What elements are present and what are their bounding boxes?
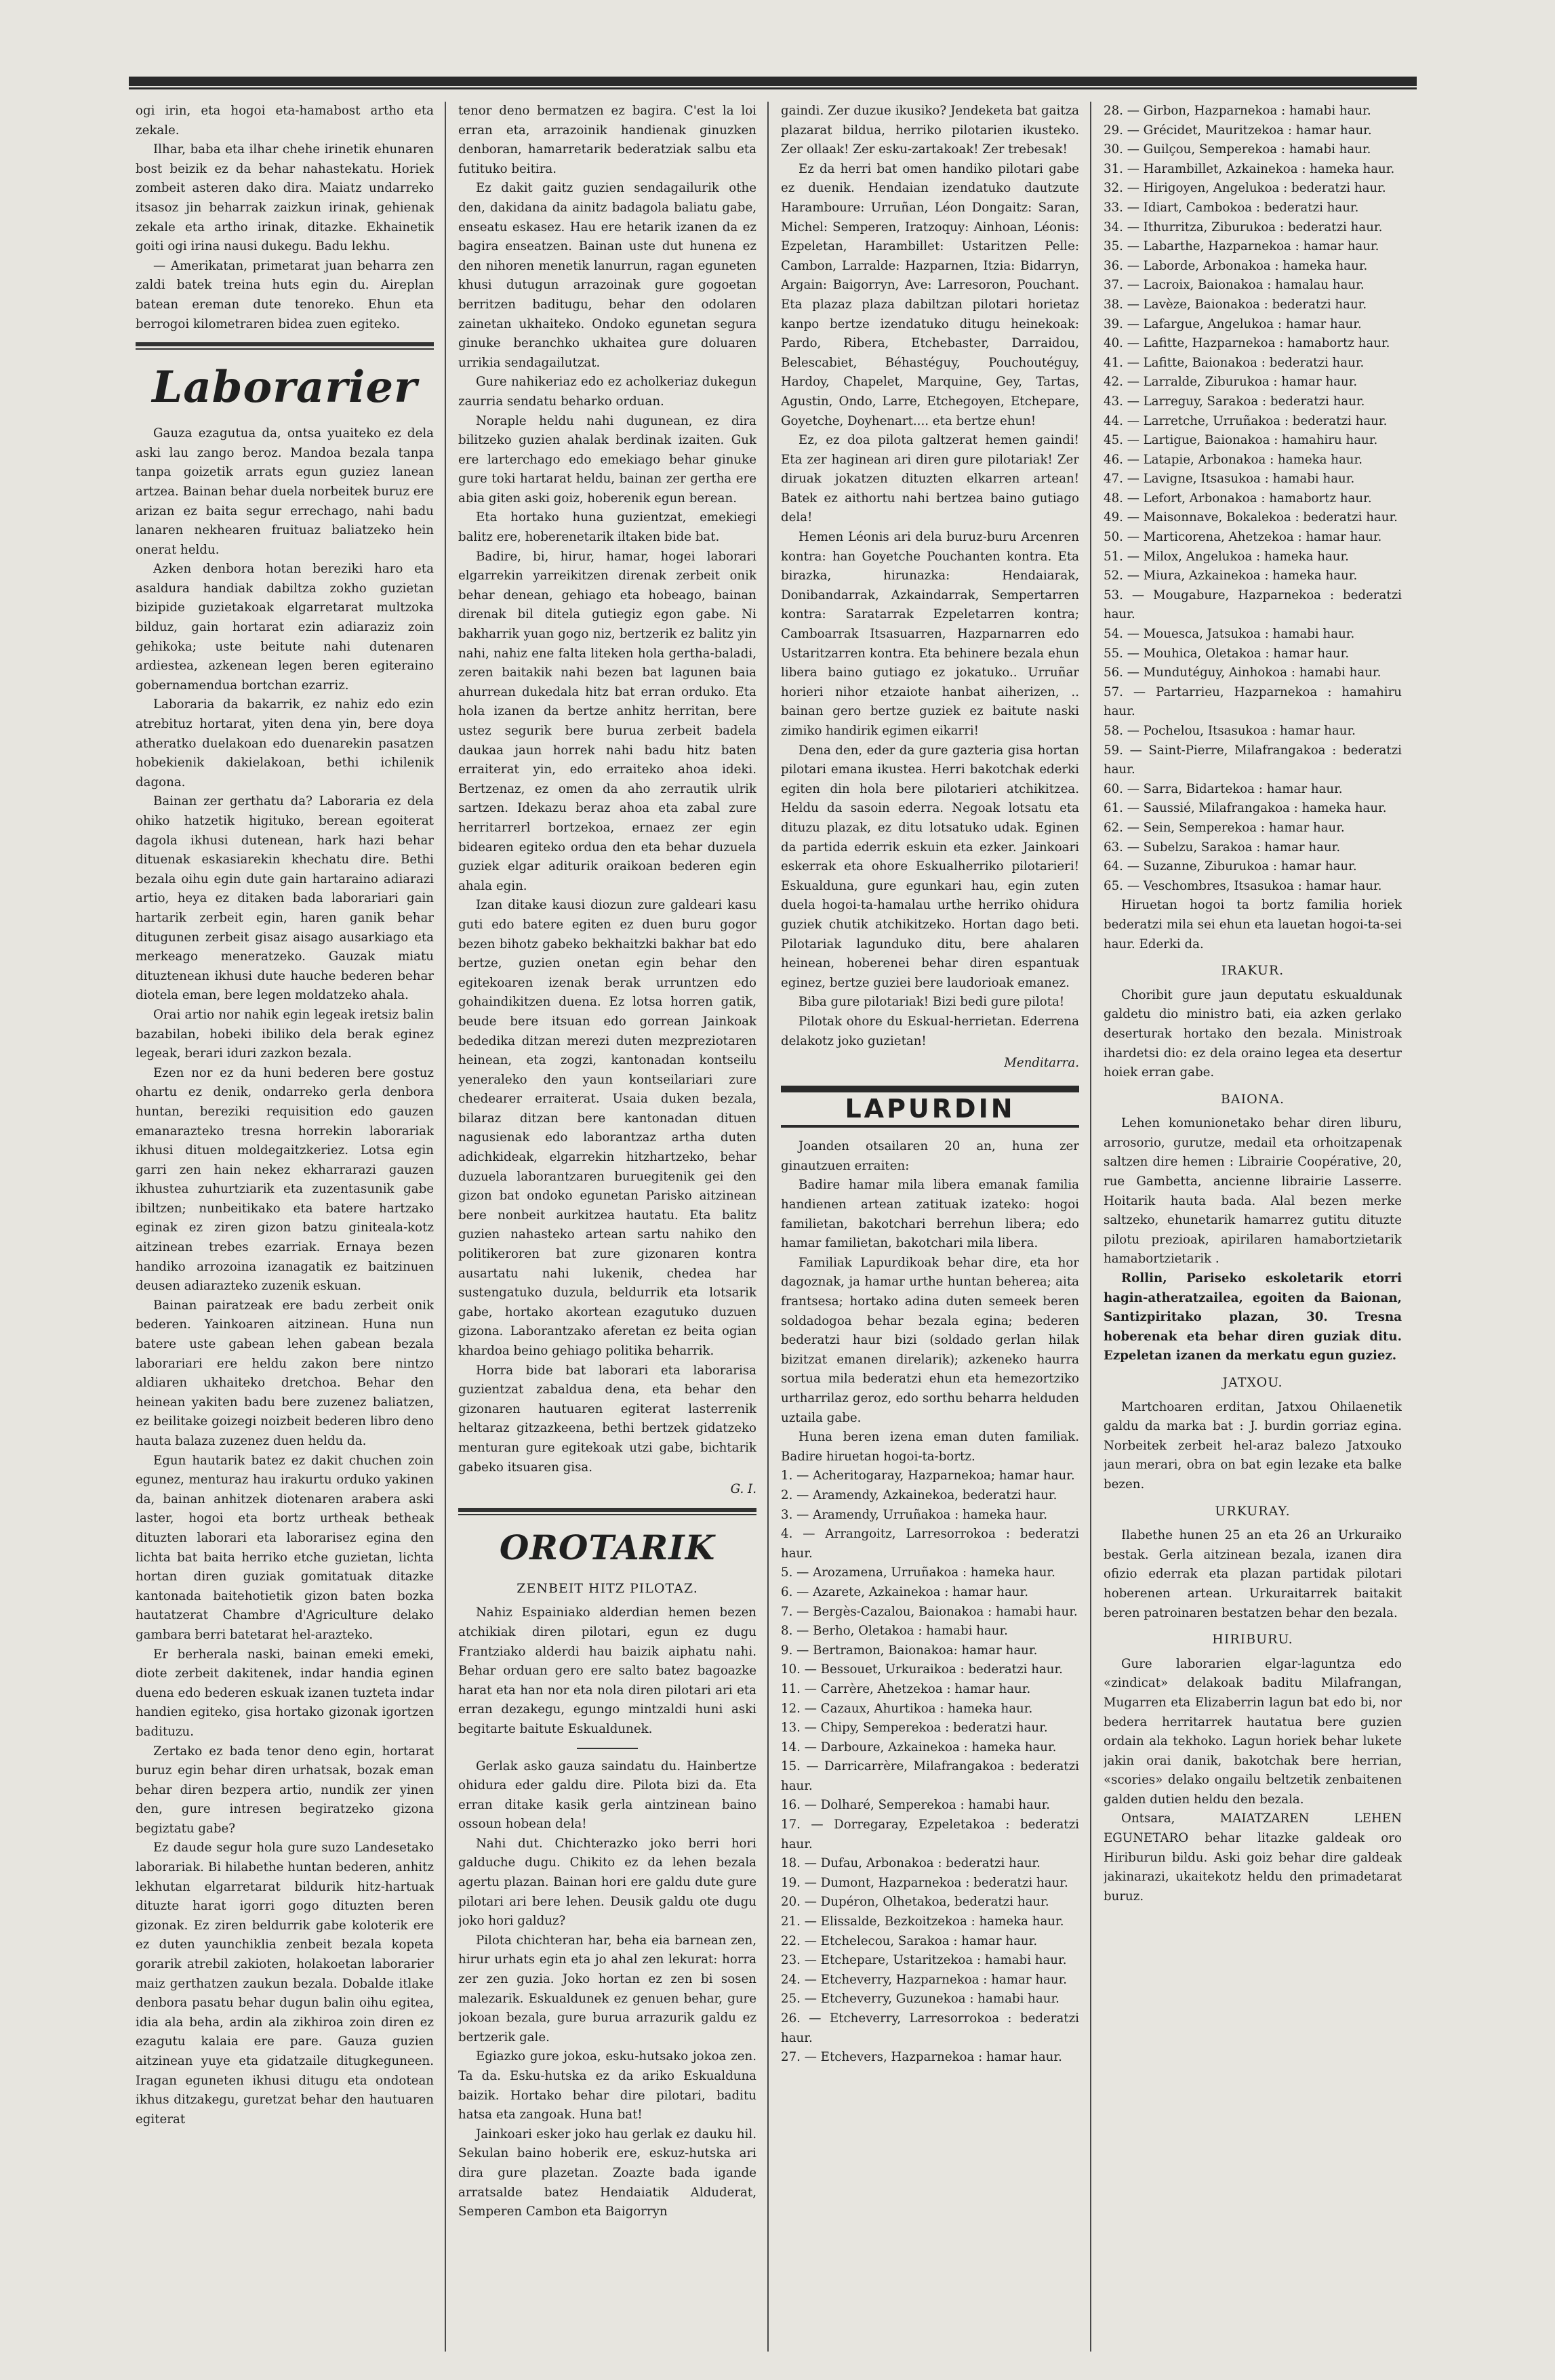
list-item: 38. — Lavèze, Baionakoa : bederatzi haur. (1104, 297, 1367, 312)
paragraph: Gure laborarien elgar-laguntza edo «zindicat» delakoak baditu Milafrangan, Mugarren eta Elizaberrin lagun bat edo bi, nor bedera herritarrek hautatua bere guzien ordain ala tekhoko. Lagun horiek behar lukete jakin orai danik, bakotchak bere herrian, «scories» delako ongailu beltzetik zenbaitenen galden dutien heldu den bezala. (1104, 1656, 1402, 1807)
list-item: 22. — Etchelecou, Sarakoa : hamar haur. (781, 1933, 1038, 1948)
paragraph: tenor deno bermatzen ez bagira. C'est la loi erran eta, arrazoinik handienak ginuzken denboran, hamarretarik bederatziak salbu eta futituko beitira. (458, 104, 756, 176)
list-item: 44. — Larretche, Urruñakoa : bederatzi haur. (1104, 413, 1388, 428)
paragraph: Laboraria da bakarrik, ez nahiz edo ezin atrebituz hortarat, yiten dena yin, bere doya atheratko duelakoan edo duenarekin pasatzen hobekienik dakielakoan, bethi ichilenik dagona. (136, 697, 434, 789)
masthead-rule (129, 77, 1417, 86)
list-item: 47. — Lavigne, Itsasukoa : hamabi haur. (1104, 472, 1355, 487)
paragraph: Ez daude segur hola gure suzo Landesetako laborariak. Bi hilabethe huntan bederen, anhitz lekhutan elgarretarat bildurik hitz-hartuak dituzte harat igorri gogo dituzten beren gizonak. Ez ziren beldurrik gabe koloterik ere ez duten yaunchiklia zenbeit bezala kopeta gorarik atrebil zakioten, holakoetan laborarier maiz gerthatzen zaukun bezala. Dobalde itlake denbora pasatu behar dugun balin oihu egitea, idia ala beha, ardin ala zikhiroa zoin diren ez ezagutu kalaia ere pare. Gauza guzien aitzinean yuye eta gidatzaile ditugkeguneen. Iragan eguneten ikhusi ditugu eta ondotean ikhus ditzakegu, guretzat behar den hautuaren egiterat (136, 1841, 434, 2127)
paragraph: Badire, bi, hirur, hamar, hogei laborari elgarrekin yarreikitzen direnak zerbeit onik behar denean, gehiago eta hobeago, bainan direnak bil ditela gutiegiz egon gabe. Ni bakharrik yuan gogo niz, bertzerik ez balitz yin nahi, nahiz ene falta liteken hola gertha-baladi, zeren baitakik nahi bezen bat lagunen baia ahurrean dukedala hitz bat erran orduko. Eta hola izanen da bertze anhitz herritan, bere ustez segurik bere burua zerbeit badela daukaa jaun horrek nahi badu hitz baten erraiterat yin, edo erraiteko ahoa ideki. Bertzenaz, ez omen da aho zerrautik ulrik sartzen. Idekazu beraz ahoa eta zabal zure herritarrerl bortzekoa, ernaez zer egin bidearen egiteko ordua den eta behar duzuela guziek elgar aditurik oraikoan bederen egin ahala egin. (458, 549, 756, 893)
paragraph: Gure nahikeriaz edo ez acholkeriaz dukegun zaurria sendatu beharko orduan. (458, 375, 756, 409)
paragraph: Izan ditake kausi diozun zure galdeari kasu guti edo batere egiten ez duen buru gogor bezen bihotz gabeko bekhaitzki bakhar bat edo bertze, guzien onetan egin behar den egitekoaren izenak berak urruntzen edo gohaindikitzen duena. Ez lotsa horren gatik, beude bere itsuan edo gorrean Jainkoak bededika ditzan merezi duten mezpreziotaren heinean, eta zogzi, kantonadan kontseilu yeneraleko den yaun kontseilariari zure chedearer erraiterat. Usaia duken bezala, bilaraz ditzan bere kantonadan dituen nagusienak edo laborantzaz artha duten adichkideak, elgarrekin hitzhartzeko, behar duzuela laborantzaren buruegitenik gei den gizon bat ondoko egunetan Parisko aitzinean bere nonbeit aurkitzea hautatu. Eta balitz guzien nahasteko artean sartu nahiko den politikeroren bat zure gizonaren kontra ausartatu nahi lukenik, chedea har sustengatuko duzula, beldurrik eta lotsarik gabe, hortako akortean ezagutuko duzuen gizona. Laborantzako aferetan ez beita ogian khardoa beino gehiago politika beharrik. (458, 898, 756, 1358)
section-title-lapurdin: LAPURDIN (781, 1086, 1079, 1128)
list-item: 43. — Larreguy, Sarakoa : bederatzi haur. (1104, 394, 1365, 409)
paragraph: Ontsara, MAIATZAREN LEHEN EGUNETARO behar litazke galdeak oro Hiriburun bildu. Aski goiz behar dire galdeak jakinarazi, ukaitekotz heldu den primadetarat buruz. (1104, 1811, 1402, 1904)
section-rule (458, 1514, 756, 1515)
paragraph: Familiak Lapurdikoak behar dire, eta hor dagoznak, ja hamar urthe huntan beherea; aita frantsesa; hortako adina duten semeek beren soldadogoa behar bezala egina; bederen bederatzi haur bizi (soldado gerlan hilak bizitzat emanen direlarik); azkeneko haurra sortua mila bederatzi ehun eta hemezortziko urtharrilaz geroz, edo sorthu beharra helduden uztaila gabe. (781, 1255, 1079, 1425)
list-item: 20. — Dupéron, Olhetakoa, bederatzi haur. (781, 1895, 1049, 1910)
paragraph: Nahi dut. Chichterazko joko berri hori galduche dugu. Chikito ez da lehen bezala agertu plazan. Bainan hori ere galdu dute gure pilotari ari bere lehen. Deusik galdu ote dugu joko hori galduz? (458, 1836, 756, 1929)
paragraph: Hemen Léonis ari dela buruz-buru Arcenren kontra: han Goyetche Pouchanten kontra. Eta birazka, hirunazka: Hendaiarak, Donibandarrak, Azkaindarrak, Sempertarren kontra: Saratarrak Ezpeletarren kontra; Camboarrak Itsasuarren, Hazparnarren edo Ustaritzarren kontra. Eta behinere bezala ehun libera baino gutiago ez jokatuko.. Urruñar horieri nihor etzaiote hanbat aiherizen, .. bainan gero bertze guziek ez baitute naski zimiko handirik egimen eikarri! (781, 530, 1079, 738)
list-item: 31. — Harambillet, Azkainekoa : hameka haur. (1104, 161, 1395, 176)
column-4 (1104, 102, 1402, 2352)
paragraph: Ilabethe hunen 25 an eta 26 an Urkuraiko bestak. Gerla aitzinean bezala, izanen dira ofizio ederrak eta plazan partidak pilotari hoberenen artean. Urkuraitarrek baitakit beren patroinaren bestatzen behar den bezala. (1104, 1528, 1402, 1620)
paragraph: Huna beren izena eman duten familiak. Badire hiruetan hogoi-ta-bortz. (781, 1430, 1079, 1464)
list-item: 57. — Partarrieu, Hazparnekoa : hamahiru haur. (1104, 684, 1402, 719)
list-item: 51. — Milox, Angelukoa : hameka haur. (1104, 549, 1349, 564)
list-item: 41. — Lafitte, Baionakoa : bederatzi haur. (1104, 355, 1365, 370)
list-item: 25. — Etcheverry, Guzunekoa : hamabi haur. (781, 1992, 1059, 2007)
column-divider (1090, 102, 1091, 2352)
paragraph: Gerlak asko gauza saindatu du. Hainbertze ohidura eder galdu dire. Pilota bizi da. Eta erran ditake kasik gerla aintzinean baino ossoun hobean dela! (458, 1759, 756, 1832)
list-item: 42. — Larralde, Ziburukoa : hamar haur. (1104, 375, 1358, 390)
paragraph: Noraple heldu nahi dugunean, ez dira bilitzeko guzien ahalak berdinak izaiten. Guk ere larterchago edo emekiago behar ginuke gure toki hartarat heldu, bainan zer gertha ere abia giten aski goiz, hoberenik egun berean. (458, 413, 756, 506)
list-item: 19. — Dumont, Hazparnekoa : bederatzi haur. (781, 1875, 1068, 1890)
list-item: 5. — Arozamena, Urruñakoa : hameka haur. (781, 1565, 1055, 1580)
heading-baiona: BAIONA. (1220, 1091, 1285, 1107)
list-item: 36. — Laborde, Arbonakoa : hameka haur. (1104, 258, 1368, 273)
family-list (781, 1466, 1079, 2067)
list-item: 54. — Mouesca, Jatsukoa : hamabi haur. (1104, 627, 1355, 642)
paragraph: Choribit gure jaun deputatu eskualdunak galdetu dio ministro bati, eia azken gerlako deserturak hortako den bezala. Ministroak ihardetsi dio: ez dela oraino legea eta desertur hoiek erran gabe. (1104, 987, 1402, 1080)
column-2 (458, 102, 756, 2352)
list-item: 33. — Idiart, Cambokoa : bederatzi haur. (1104, 200, 1359, 215)
paragraph: Gauza ezagutua da, ontsa yuaiteko ez dela aski lau zango beroz. Mandoa bezala tanpa tanpa goizetik arrats egun guziez lanean artzea. Bainan behar duela norbeitek buruz ere arizan ez baita segur errechago, nahi badu lanaren nekhearen fruituaz baliatzeko hein onerat heldu. (136, 426, 434, 557)
list-item: 11. — Carrère, Ahetzekoa : hamar haur. (781, 1681, 1031, 1696)
paragraph: Zertako ez bada tenor deno egin, hortarat buruz egin behar diren urhatsak, bozak eman behar diren bezpera artio, nundik zer yinen den, gure intresen begiratzeko gizona begiztatu gabe? (136, 1744, 434, 1836)
list-item: 15. — Darricarrère, Milafrangakoa : bederatzi haur. (781, 1759, 1079, 1793)
list-item: 21. — Elissalde, Bezkoitzekoa : hameka haur. (781, 1914, 1064, 1929)
paragraph: Rollin, Pariseko eskoletarik etorri hagin-atheratzailea, egoiten da Baionan, Santizpiritako plazan, 30. Tresna hoberenak eta behar diren guziak ditu. Ezpeletan izanen da merkatu egun guziez. (1104, 1271, 1402, 1363)
heading-jatxou: JATXOU. (1222, 1375, 1283, 1390)
list-item: 35. — Labarthe, Hazparnekoa : hamar haur. (1104, 239, 1379, 254)
list-item: 65. — Veschombres, Itsasukoa : hamar haur. (1104, 878, 1382, 893)
list-item: 16. — Dolharé, Semperekoa : hamabi haur. (781, 1798, 1051, 1813)
heading-hiriburu: HIRIBURU. (1212, 1632, 1293, 1647)
list-item: 34. — Ithurritza, Ziburukoa : bederatzi haur. (1104, 220, 1383, 234)
section-rule (136, 342, 434, 346)
list-item: 14. — Darboure, Azkainekoa : hameka haur. (781, 1740, 1057, 1755)
list-item: 48. — Lefort, Arbonakoa : hamabortz haur. (1104, 491, 1372, 506)
list-item: 13. — Chipy, Semperekoa : bederatzi haur. (781, 1721, 1048, 1736)
list-item: 17. — Dorregaray, Ezpeletakoa : bederatzi haur. (781, 1818, 1079, 1851)
list-item: 58. — Pochelou, Itsasukoa : hamar haur. (1104, 724, 1356, 738)
list-item: 4. — Arrangoitz, Larresorrokoa : bederatzi haur. (781, 1527, 1079, 1561)
list-item: 63. — Subelzu, Sarakoa : hamar haur. (1104, 840, 1341, 855)
section-rule (458, 1508, 756, 1512)
paragraph: Eta hortako huna guzientzat, emekiegi balitz ere, hoberenetarik iltaken bide bat. (458, 510, 756, 545)
divider (577, 1748, 638, 1749)
paragraph: Horra bide bat laborari eta laborarisa guzientzat zabaldua dena, eta behar den gizonaren hautuaren egiterat lasterrenik heltaraz gitzazkeena, bethi bertzek gidatzeko menturan gure egitekoak utzi gabe, bichtarik gabeko itsuaren gisa. (458, 1363, 756, 1475)
list-item: 12. — Cazaux, Ahurtikoa : hameka haur. (781, 1701, 1033, 1716)
paragraph: Badire hamar mila libera emanak familia handienen artean zatituak izateko: hogoi familietan, bakotchari berrehun libera; edo hamar familietan, bakotchari mila libera. (781, 1178, 1079, 1251)
list-item: 60. — Sarra, Bidartekoa : hamar haur. (1104, 781, 1343, 796)
section-title-orotarik: OROTARIK (499, 1527, 716, 1567)
list-item: 9. — Bertramon, Baionakoa: hamar haur. (781, 1643, 1038, 1658)
heading-urkuray: URKURAY. (1215, 1503, 1291, 1519)
list-item: 26. — Etcheverry, Larresorrokoa : bederatzi haur. (781, 2011, 1079, 2045)
paragraph: gaindi. Zer duzue ikusiko? Jendeketa bat gaitza plazarat bildua, herriko pilotarien ikusteko. Zer ollaak! Zer esku-zartakoak! Zer trebesak! (781, 104, 1079, 157)
heading-irakur: IRAKUR. (1221, 963, 1285, 979)
list-item: 23. — Etchepare, Ustaritzekoa : hamabi haur. (781, 1953, 1067, 1968)
paragraph: Ez da herri bat omen handiko pilotari gabe ez duenik. Hendaian izendatuko dautzute Haramboure: Urruñan, Léon Dongaitz: Saran, Michel: Semperen, Iratzoquy: Ainhoan, Léonis: Ezpeletan, Harambillet: Ustaritzen Pelle: Cambon, Larralde: Hazparnen, Itzia: Bidarryn, Argain: Baigorryn, Ave: Larresoron, Pouchant. Eta plazaz plaza dabiltzan pilotari horietaz kanpo bertze izendatuko ditugu heinekoak: Pardo, Ribera, Etchebaster, Darraidou, Belescabiet, Béhastéguy, Pouchoutéguy, Hardoy, Chapelet, Marquine, Gey, Tartas, Agustin, Ondo, Larre, Etchegoyen, Etchepare, Goyetche, Doyhenart.... eta bertze ehun! (781, 161, 1079, 428)
paragraph: Bainan zer gerthatu da? Laboraria ez dela ohiko hatzetik higituko, berean egoiterat dagola ikhusi dutenean, hark hazi behar dituenak eskasiarekin khechatu dire. Bethi bezala oihu egin dute gain hartaraino adiarazi artio, heya ez ditaken bada laborariari gain hartarik zerbeit egin, haren ganik behar ditugunen zerbeit gisaz aisago ausarkiago eta merkeago meneratzeko. Gauzak miatu dituztenean ikhusi dute hauche bederen behar diotela eman, bere legen moldatzeko ahala. (136, 794, 434, 1003)
list-item: 62. — Sein, Semperekoa : hamar haur. (1104, 820, 1345, 835)
paragraph: Ez, ez doa pilota galtzerat hemen gaindi! Eta zer haginean ari diren gure pilotariak! Zer diruak jokatzen dituzten elkarren artean! Batek ez aithortu nahi bertzea baino gutiago dela! (781, 433, 1079, 525)
paragraph: Biba gure pilotariak! Bizi bedi gure pilota! (799, 995, 1065, 1010)
paragraph: Pilota chichteran har, beha eia barnean zen, hirur urhats egin eta jo ahal zen lekurat: horra zer zen guzia. Joko hortan ez zen bi sosen malezarik. Eskualdunek ez genuen behar, gure jokoan bezala, gure burua arrazurik galdu ez bertzerik gale. (458, 1933, 756, 2045)
list-item: 10. — Bessouet, Urkuraikoa : bederatzi haur. (781, 1662, 1063, 1677)
paragraph: Egun hautarik batez ez dakit chuchen zoin egunez, menturaz hau irakurtu orduko yakinen da, bainan anhitzek diotenaren arabera aski laster, hogoi eta bortz urtheak betheak dituzten laborari eta laborarisez egina den lichta bat baita herriko etche guzietan, lichta hortan diren guziak gomitatuak ditazke kantonada baitehotietik gizon baten bozka hautatzerat Chambre d'Agriculture delako gambara berri batetarat hel-arazteko. (136, 1453, 434, 1642)
list-item: 8. — Berho, Oletakoa : hamabi haur. (781, 1624, 1008, 1639)
list-item: 55. — Mouhica, Oletakoa : hamar haur. (1104, 646, 1350, 661)
list-item: 45. — Lartigue, Baionakoa : hamahiru haur. (1104, 433, 1378, 448)
signature: Menditarra. (1004, 1056, 1079, 1071)
paragraph: Lehen komunionetako behar diren liburu, arrosorio, gurutze, medail eta orhoitzapenak saltzen dire hemen : Librairie Coopérative, 20, rue Gambetta, ancienne librairie Lasserre. Hoitarik hauta bada. Alal bezen merke saltzeko, ehunetarik hamarrez gutitu dituzte pilotu prezioak, apirilaren hamabortzietarik hamabortzietarik . (1104, 1116, 1402, 1267)
list-item: 64. — Suzanne, Ziburukoa : hamar haur. (1104, 859, 1357, 874)
list-item: 24. — Etcheverry, Hazparnekoa : hamar haur. (781, 1972, 1068, 1987)
signature: G. I. (730, 1482, 756, 1497)
family-list (1104, 102, 1402, 896)
list-item: 6. — Azarete, Azkainekoa : hamar haur. (781, 1584, 1029, 1599)
paragraph: ogi irin, eta hogoi eta-hamabost artho eta zekale. (136, 104, 434, 138)
paragraph: Orai artio nor nahik egin legeak iretsiz balin bazabilan, hobeki ibiliko dela berak eginez legeak, berari iduri zazkon bezala. (136, 1007, 434, 1061)
sub-heading: ZENBEIT HITZ PILOTAZ. (517, 1580, 698, 1596)
list-item: 30. — Guilçou, Semperekoa : hamabi haur. (1104, 142, 1371, 157)
paragraph: Egiazko gure jokoa, esku-hutsako jokoa zen. Ta da. Esku-hutska ez da ariko Eskualduna baizik. Hortako behar dire pilotari, baditu hatsa eta zangoak. Huna bat! (458, 2049, 756, 2122)
paragraph: Dena den, eder da gure gazteria gisa hortan pilotari emana ikustea. Herri bakotchak ederki egiten din hola bere pilotarieri atchikitzea. Heldu da sasoin ederra. Negoak lotsatu eta dituzu plazak, ez ditu lotsatuko udak. Eginen da partida ederrik eskuin eta ezker. Jainkoari eskerrak eta ohore Eskualherriko pilotarieri! Eskualduna, gure egunkari hau, egin zuten duela hogoi-ta-hamalau urthe herriko ohidura guziek chutik atchikitzeko. Hortan dago beti. Pilotariak lagunduko ditu, bere ahalaren heinean, hoberenei behar diren espantuak eginez, bertze guziei bere laudorioak emanez. (781, 743, 1079, 990)
list-item: 50. — Marticorena, Ahetzekoa : hamar haur. (1104, 530, 1382, 545)
paragraph: Nahiz Espainiako alderdian hemen bezen atchikiak diren pilotari, egun ez dugu Frantziako alderdi hau baizik aiphatu nahi. Behar orduan gero ere salto batez bagoazke harat eta han nor eta nola diren pilotari ari eta erran dezakegu, egungo mintzaldi huni aski begitarte baitute Eskualdunek. (458, 1605, 756, 1736)
column-3 (781, 102, 1079, 2352)
list-item: 27. — Etchevers, Hazparnekoa : hamar haur. (781, 2050, 1062, 2065)
paragraph: Martchoaren erditan, Jatxou Ohilaenetik galdu da marka bat : J. burdin gorriaz egina. Norbeitek zerbeit hel-araz balezo Jatxouko jaun merari, obra on bat egin lezake eta balke bezen. (1104, 1399, 1402, 1492)
list-item: 59. — Saint-Pierre, Milafrangakoa : bederatzi haur. (1104, 743, 1402, 777)
list-item: 7. — Bergès-Cazalou, Baionakoa : hamabi haur. (781, 1604, 1078, 1619)
list-item: 1. — Acheritogaray, Hazparnekoa; hamar haur. (781, 1469, 1075, 1483)
paragraph: Azken denbora hotan bereziki haro eta asaldura handiak dabiltza zokho guzietan bizipide guzietakoak elgarretarat multzoka bilduz, gain hortarat ezin adiaraziz zoin gehikoka; uste beitute nahi dutenaren ardiestea, azkenean legen beren egiteraino gobernamendua bortchan ezarriz. (136, 562, 434, 693)
column-1 (136, 102, 434, 2352)
list-item: 3. — Aramendy, Urruñakoa : hameka haur. (781, 1507, 1048, 1522)
list-item: 49. — Maisonnave, Bokalekoa : bederatzi haur. (1104, 510, 1398, 525)
list-item: 53. — Mougabure, Hazparnekoa : bederatzi haur. (1104, 588, 1402, 622)
paragraph: Hiruetan hogoi ta bortz familia horiek bederatzi mila sei ehun eta lauetan hogoi-ta-sei haur. Ederki da. (1104, 898, 1402, 951)
paragraph: Bainan pairatzeak ere badu zerbeit onik bederen. Yainkoaren aitzinean. Huna nun batere uste gabean lehen gabean bezala laborariari ere heldu zakon bere nintzo aldiaren ukhaiteko dretchoa. Behar den heinean yakiten badu bere zuzenez baliatzen, ez beilitake goizegi noizbeit bederen libro deno hauta balaza zuzenez duen heldu da. (136, 1298, 434, 1448)
list-item: 46. — Latapie, Arbonakoa : hameka haur. (1104, 452, 1362, 467)
column-divider (767, 102, 769, 2352)
list-item: 39. — Lafargue, Angelukoa : hamar haur. (1104, 316, 1362, 331)
list-item: 40. — Lafitte, Hazparnekoa : hamabortz haur. (1104, 336, 1390, 351)
list-item: 18. — Dufau, Arbonakoa : bederatzi haur. (781, 1856, 1041, 1871)
paragraph: Ez dakit gaitz guzien sendagailurik othe den, dakidana da ainitz badagola baliatu gabe, enseatu eskasez. Hau ere hetarik izanen da ez bagira enseatzen. Bainan uste dut hunena ez den nihoren menetik lanurrun, ragan eguneten khusi dutugun arrazoinak gure gogoetan berritzen baditugu, behar den odolaren zainetan ukhaiteko. Ondoko egunetan segura ginuke beranchko ukhaitea gure doluaren urrikia sendagailutzat. (458, 181, 756, 370)
list-item: 56. — Mundutéguy, Ainhokoa : hamabi haur. (1104, 665, 1381, 680)
section-rule (136, 348, 434, 350)
paragraph: Er berherala naski, bainan emeki emeki, diote zerbeit dakitenek, indar handia eginen duena edo bederen eskuak izanen tuzteta indar handien egiteko, gisa hortako gizonak igortzen badituzu. (136, 1647, 434, 1739)
paragraph: Ilhar, baba eta ilhar chehe irinetik ehunaren bost beizik ez da behar nahastekatu. Horiek zombeit asteren dako dira. Maiatz undarreko itsasoz jin beharrak zaizkun irinak, gehienak zekale eta artho irinak, ditazke. Ekhainetik goiti ogi irina nausi dukegu. Badu lekhu. (136, 142, 434, 254)
list-item: 2. — Aramendy, Azkainekoa, bederatzi haur. (781, 1488, 1057, 1502)
list-item: 52. — Miura, Azkainekoa : hameka haur. (1104, 569, 1358, 583)
list-item: 32. — Hirigoyen, Angelukoa : bederatzi haur. (1104, 181, 1386, 196)
paragraph: Joanden otsailaren 20 an, huna zer ginautzuen erraiten: (781, 1139, 1079, 1173)
list-item: 37. — Lacroix, Baionakoa : hamalau haur. (1104, 278, 1365, 293)
paragraph: Pilotak ohore du Eskual-herrietan. Ederrena delakotz joko guzietan! (781, 1014, 1079, 1048)
column-divider (445, 102, 446, 2352)
list-item: 28. — Girbon, Hazparnekoa : hamabi haur. (1104, 104, 1371, 118)
list-item: 61. — Saussié, Milafrangakoa : hameka haur. (1104, 801, 1387, 816)
paragraph: Ezen nor ez da huni bederen bere gostuz ohartu ez denik, ondarreko gerla denbora huntan, bereziki requisition edo gauzen emanarazteko tresna horrekin laborariak ikhusi dituen moldegaitzkeriez. Lotsa egin garri zen hain nekez ekharrarazi gauzen ikhustea zuhurtziarik eta zuzentasunik gabe ibiltzen; nunbeitikako eta batere hartzako eginak ez ziren gizon batzu giniteala-kotz aitzinean trebes ezarriak. Ernaya bezen handiko arrozoina izanagatik ez baitzinuen deusen adiarazteko zuzenik eskuan. (136, 1065, 434, 1294)
paragraph: Jainkoari esker joko hau gerlak ez dauku hil. Sekulan baino hoberik ere, eskuz-hutska ari dira gure plazetan. Zoazte bada igande arratsalde batez Hendaiatik Alduderat, Semperen Cambon eta Baigorryn (458, 2127, 756, 2219)
list-item: 29. — Grécidet, Mauritzekoa : hamar haur. (1104, 123, 1372, 138)
paragraph: — Amerikatan, primetarat juan beharra zen zaldi batek treina huts egin du. Aireplan batean ereman dute tenoreko. Ehun eta berrogoi kilometraren bidea zuen egiteko. (136, 258, 434, 331)
section-title-laborarier: Laborarier (152, 362, 418, 413)
